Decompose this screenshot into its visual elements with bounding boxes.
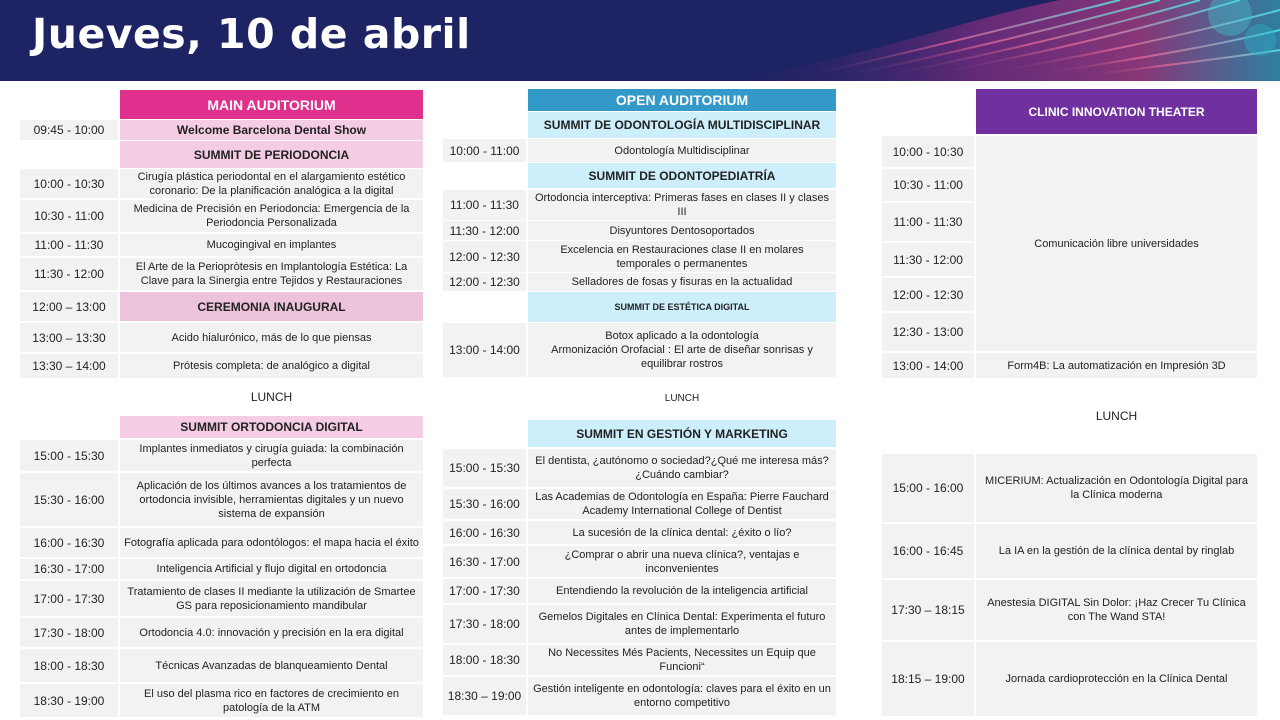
- session-time: 13:00 - 14:00: [443, 323, 526, 377]
- schedule-row: [20, 169, 423, 198]
- schedule-row: [443, 677, 836, 715]
- welcome-label: Welcome Barcelona Dental Show: [120, 120, 423, 140]
- session-time: 17:30 – 18:15: [882, 580, 974, 640]
- session-title: Aplicación de los últimos avances a los tratamientos de ortodoncia invisible, herramientas digitales y un nuevo sistema de expansión: [120, 473, 423, 526]
- section-title-estetica: SUMMIT DE ESTÉTICA DIGITAL: [528, 292, 836, 322]
- session-title: Jornada cardioprotección en la Clínica Dental: [976, 642, 1257, 716]
- session-time: 12:00 - 12:30: [882, 278, 974, 311]
- morning-block: Comunicación libre universidades: [976, 136, 1257, 351]
- session-time: 10:30 - 11:00: [882, 169, 974, 201]
- schedule-row: [443, 241, 836, 272]
- session-title: Medicina de Precisión en Periodoncia: Emergencia de la Periodoncia Personalizada: [120, 200, 423, 232]
- session-time: 16:00 - 16:45: [882, 524, 974, 578]
- section-title-gestion: SUMMIT EN GESTIÓN Y MARKETING: [528, 420, 836, 447]
- session-time: 12:00 – 13:00: [20, 292, 118, 321]
- session-time: 17:30 - 18:00: [443, 605, 526, 643]
- section-title-odontopediatria: SUMMIT DE ODONTOPEDIATRÍA: [528, 163, 836, 188]
- schedule-row: [443, 521, 836, 544]
- session-line: Botox aplicado a la odontología: [605, 330, 759, 342]
- schedule-row: [20, 473, 423, 526]
- schedule-row: [20, 120, 423, 140]
- schedule-row: [20, 292, 423, 321]
- session-title: Ortodoncia 4.0: innovación y precisión en la era digital: [120, 618, 423, 647]
- clinic-theater-header: CLINIC INNOVATION THEATER: [976, 89, 1257, 134]
- session-time: 15:00 - 16:00: [882, 454, 974, 522]
- schedule-row: [20, 234, 423, 256]
- session-title: El uso del plasma rico en factores de crecimiento en patología de la ATM: [120, 684, 423, 717]
- session-line: Armonización Orofacial : El arte de diseñar sonrisas y equilibrar rostros: [551, 344, 813, 370]
- session-time: 18:15 – 19:00: [882, 642, 974, 716]
- session-time: 18:30 – 19:00: [443, 677, 526, 715]
- schedule-row: [443, 221, 836, 240]
- session-time: 13:00 – 13:30: [20, 323, 118, 352]
- schedule-row: [443, 273, 836, 291]
- page-header: [0, 0, 1280, 81]
- session-title: El Arte de la Periopròtesis en Implantología Estética: La Clave para la Sinergia entre Tejidos y Restauraciones: [120, 258, 423, 290]
- session-title: Anestesia DIGITAL Sin Dolor: ¡Haz Crecer Tu Clínica con The Wand STA!: [976, 580, 1257, 640]
- session-title: Cirugía plástica periodontal en el alargamiento estético coronario: De la planificación analógica a la digital: [120, 169, 423, 198]
- session-time: 12:30 - 13:00: [882, 313, 974, 351]
- session-time: 11:30 - 12:00: [20, 258, 118, 290]
- schedule-row: [882, 454, 1257, 522]
- lunch-label: LUNCH: [664, 393, 700, 404]
- session-title: La sucesión de la clínica dental: ¿éxito o lío?: [528, 521, 836, 544]
- session-time: 10:30 - 11:00: [20, 200, 118, 232]
- session-time: 15:30 - 16:00: [20, 473, 118, 526]
- session-title: Implantes inmediatos y cirugía guiada: la combinación perfecta: [120, 440, 423, 471]
- schedule-row: [443, 190, 836, 220]
- session-title: MICERIUM: Actualización en Odontología Digital para la Clínica moderna: [976, 454, 1257, 522]
- session-title: Entendiendo la revolución de la inteligencia artificial: [528, 579, 836, 603]
- schedule-row: [882, 353, 1257, 378]
- session-time: 18:30 - 19:00: [20, 684, 118, 717]
- session-title: Prótesis completa: de analógico a digital: [120, 354, 423, 378]
- schedule-row: [20, 649, 423, 682]
- schedule-row: [443, 449, 836, 487]
- lunch-label: LUNCH: [250, 390, 293, 404]
- session-title: El dentista, ¿autónomo o sociedad?¿Qué me interesa más? ¿Cuándo cambiar?: [528, 449, 836, 487]
- session-time: 11:00 - 11:30: [882, 203, 974, 241]
- section-title-ortodoncia: SUMMIT ORTODONCIA DIGITAL: [120, 416, 423, 438]
- session-title: Ortodoncia interceptiva: Primeras fases en clases II y clases III: [528, 190, 836, 220]
- session-title: [528, 323, 836, 377]
- schedule-row: [443, 605, 836, 643]
- session-time: 11:00 - 11:30: [20, 234, 118, 256]
- section-title-multidisciplinar: SUMMIT DE ODONTOLOGÍA MULTIDISCIPLINAR: [528, 112, 836, 138]
- session-time: 15:00 - 15:30: [443, 449, 526, 487]
- session-time: 10:00 - 11:00: [443, 139, 526, 162]
- session-title: Las Academias de Odontología en España: Pierre Fauchard Academy International College of Dentist: [528, 489, 836, 519]
- schedule-row: [443, 546, 836, 577]
- session-title: La IA en la gestión de la clínica dental by ringlab: [976, 524, 1257, 578]
- session-time: 13:00 - 14:00: [882, 353, 974, 378]
- ceremonia-label: CEREMONIA INAUGURAL: [120, 292, 423, 321]
- schedule-row: [20, 323, 423, 352]
- schedule-row: [20, 528, 423, 557]
- section-title-periodoncia: SUMMIT DE PERIODONCIA: [120, 141, 423, 168]
- session-title: Odontología Multidisciplinar: [528, 139, 836, 162]
- session-time: 10:00 - 10:30: [20, 169, 118, 198]
- session-title: Técnicas Avanzadas de blanqueamiento Dental: [120, 649, 423, 682]
- open-auditorium-header: OPEN AUDITORIUM: [528, 89, 836, 111]
- schedule-row: [20, 440, 423, 471]
- schedule-row: [443, 645, 836, 675]
- session-title: Mucogingival en implantes: [120, 234, 423, 256]
- session-time: 12:00 - 12:30: [443, 241, 526, 272]
- session-title: Excelencia en Restauraciones clase II en molares temporales o permanentes: [528, 241, 836, 272]
- session-title: Tratamiento de clases II mediante la utilización de Smartee GS para reposicionamiento mandibular: [120, 581, 423, 616]
- schedule-row: [443, 579, 836, 603]
- schedule-row: [20, 618, 423, 647]
- session-time: 16:30 - 17:00: [20, 559, 118, 579]
- session-time: 09:45 - 10:00: [20, 120, 118, 140]
- session-time: 11:00 - 11:30: [443, 190, 526, 220]
- schedule-row: [882, 524, 1257, 578]
- schedule-row: [20, 684, 423, 717]
- schedule-row: [20, 559, 423, 579]
- session-time: 16:30 - 17:00: [443, 546, 526, 577]
- schedule-row: [20, 200, 423, 232]
- schedule-row: [443, 489, 836, 519]
- main-auditorium-header: MAIN AUDITORIUM: [120, 90, 423, 119]
- session-time: 17:30 - 18:00: [20, 618, 118, 647]
- schedule-row: [20, 354, 423, 378]
- session-time: 11:30 - 12:00: [443, 221, 526, 240]
- page-title: Jueves, 10 de abril: [32, 10, 471, 58]
- schedule-row: [20, 581, 423, 616]
- session-time: 16:00 - 16:30: [20, 528, 118, 557]
- schedule-row: [443, 139, 836, 162]
- session-time: 18:00 - 18:30: [20, 649, 118, 682]
- session-title: ¿Comprar o abrir una nueva clínica?, ventajas e inconvenientes: [528, 546, 836, 577]
- schedule-row: [882, 642, 1257, 716]
- schedule-row: [882, 580, 1257, 640]
- session-time: 17:00 - 17:30: [20, 581, 118, 616]
- session-time: 15:30 - 16:00: [443, 489, 526, 519]
- schedule-row: [443, 323, 836, 377]
- session-title: Fotografía aplicada para odontólogos: el mapa hacia el éxito: [120, 528, 423, 557]
- session-title: Acido hialurónico, más de lo que piensas: [120, 323, 423, 352]
- session-time: 13:30 – 14:00: [20, 354, 118, 378]
- session-time: 18:00 - 18:30: [443, 645, 526, 675]
- session-time: 17:00 - 17:30: [443, 579, 526, 603]
- lunch-label: LUNCH: [1095, 409, 1138, 423]
- session-time: 11:30 - 12:00: [882, 243, 974, 276]
- session-title: Form4B: La automatización en Impresión 3D: [976, 353, 1257, 378]
- schedule-row: [20, 258, 423, 290]
- session-time: 10:00 - 10:30: [882, 136, 974, 167]
- session-title: Gemelos Digitales en Clínica Dental: Experimenta el futuro antes de implementarlo: [528, 605, 836, 643]
- session-time: 16:00 - 16:30: [443, 521, 526, 544]
- session-title: Selladores de fosas y fisuras en la actualidad: [528, 273, 836, 291]
- session-title: Disyuntores Dentosoportados: [528, 221, 836, 240]
- session-title: Gestión inteligente en odontología: claves para el éxito en un entorno competitivo: [528, 677, 836, 715]
- session-title: No Necessites Més Pacients, Necessites un Equip que Funcioni“: [528, 645, 836, 675]
- session-time: 15:00 - 15:30: [20, 440, 118, 471]
- session-title: Inteligencia Artificial y flujo digital en ortodoncia: [120, 559, 423, 579]
- session-time: 12:00 - 12:30: [443, 273, 526, 291]
